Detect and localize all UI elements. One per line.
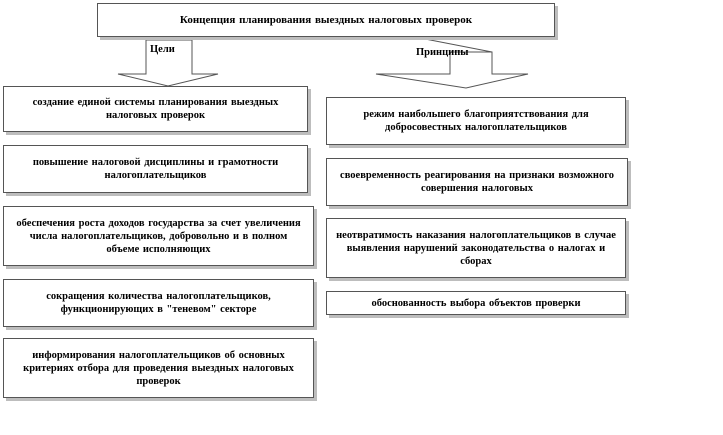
principle-text-3: неотвратимость наказания налогоплательщиков в случае выявления нарушений законодательства о налогах и сборах (336, 229, 616, 267)
goal-box-4 (3, 279, 314, 327)
goals-label: Цели (150, 44, 175, 55)
principle-box-1 (326, 97, 626, 145)
goal-text-4: сокращения количества налогоплательщиков, функционирующих в "теневом" секторе (46, 291, 271, 315)
page-title: Концепция планирования выездных налоговых проверок (179, 13, 473, 26)
principle-box-3 (326, 218, 626, 278)
principle-text-2: своевременность реагирования на признаки возможного совершения налоговых (340, 170, 614, 194)
goal-box-2 (3, 145, 308, 193)
goal-text-5: информирования налогоплательщиков об основных критериях отбора для проведения выездных налоговых проверок (23, 349, 294, 387)
principle-box-4 (326, 291, 626, 315)
principles-label: Принципы (416, 47, 469, 58)
principle-box-2 (326, 158, 628, 206)
principle-text-4: обоснованность выбора объектов проверки (371, 297, 581, 309)
principle-text-1: режим наибольшего благоприятствования для добросовестных налогоплательщиков (363, 109, 589, 133)
concept-title-box (97, 3, 555, 37)
goal-text-1: создание единой системы планирования выездных налоговых проверок (32, 97, 279, 121)
goal-box-5 (3, 338, 314, 398)
goal-box-3 (3, 206, 314, 266)
goal-box-1 (3, 86, 308, 132)
goal-text-2: повышение налоговой дисциплины и грамотности налогоплательщиков (32, 157, 279, 181)
goal-text-3: обеспечения роста доходов государства за счет увеличения числа налогоплательщиков, добровольно и в полном объеме исполняющих (16, 217, 301, 255)
